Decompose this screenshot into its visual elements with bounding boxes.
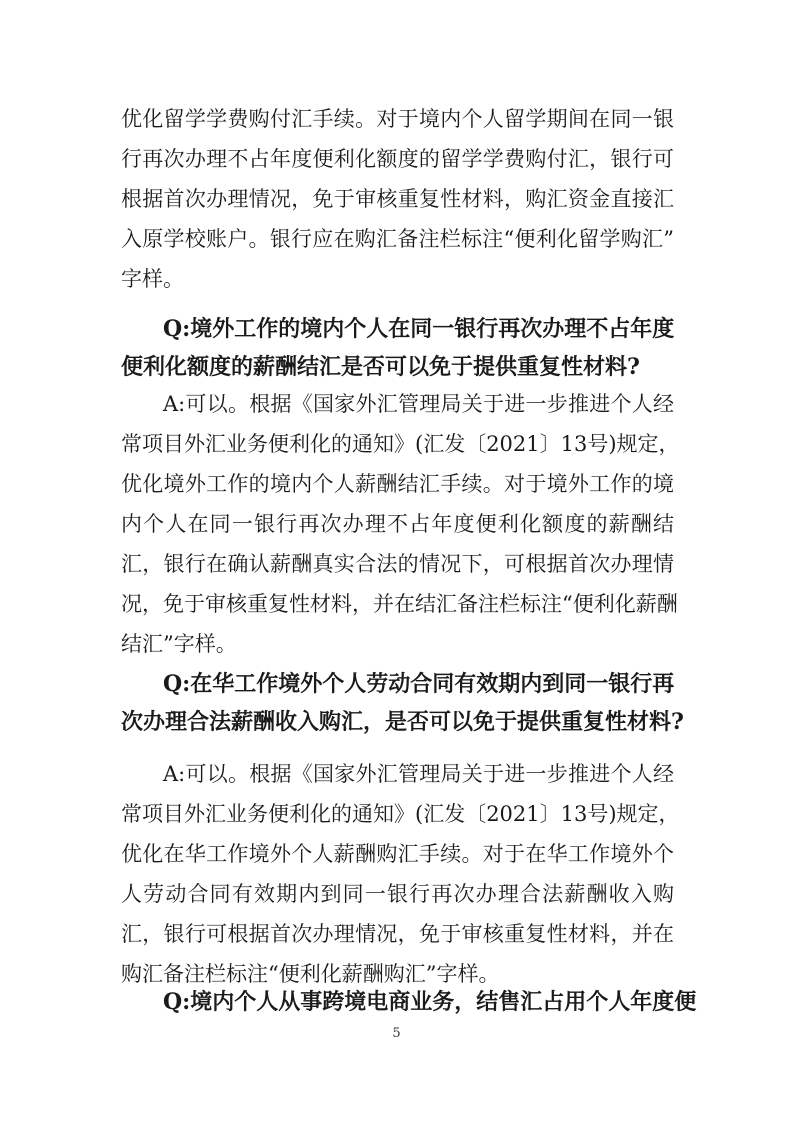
answer-line: 汇，银行可根据首次办理情况，免于审核重复性材料，并在: [121, 922, 674, 946]
paragraph-line: 入原学校账户。银行应在购汇备注栏标注“便利化留学购汇”: [121, 227, 674, 251]
answer-line: 优化境外工作的境内个人薪酬结汇手续。对于境外工作的境: [121, 472, 674, 496]
answer-line: 常项目外汇业务便利化的通知》(汇发〔2021〕13号)规定，: [121, 432, 680, 456]
answer-line: 优化在华工作境外个人薪酬购汇手续。对于在华工作境外个: [121, 842, 674, 866]
question-heading: 便利化额度的薪酬结汇是否可以免于提供重复性材料?: [121, 354, 640, 380]
page-number: 5: [392, 1026, 401, 1041]
answer-line: 人劳动合同有效期内到同一银行再次办理合法薪酬收入购: [121, 882, 674, 906]
answer-line: 汇，银行在确认薪酬真实合法的情况下，可根据首次办理情: [121, 552, 674, 576]
question-heading: Q:在华工作境外个人劳动合同有效期内到同一银行再: [163, 671, 675, 697]
question-heading: Q:境外工作的境内个人在同一银行再次办理不占年度: [163, 316, 675, 342]
question-heading: 次办理合法薪酬收入购汇，是否可以免于提供重复性材料?: [121, 709, 684, 735]
answer-line: A:可以。根据《国家外汇管理局关于进一步推进个人经: [163, 762, 674, 786]
paragraph-line: 字样。: [121, 267, 184, 291]
question-heading: Q:境内个人从事跨境电商业务，结售汇占用个人年度便: [163, 989, 697, 1015]
paragraph-line: 优化留学学费购付汇手续。对于境内个人留学期间在同一银: [121, 107, 674, 131]
answer-line: 况，免于审核重复性材料，并在结汇备注栏标注“便利化薪酬: [121, 592, 678, 616]
paragraph-line: 根据首次办理情况，免于审核重复性材料，购汇资金直接汇: [121, 187, 674, 211]
paragraph-line: 行再次办理不占年度便利化额度的留学学费购付汇，银行可: [121, 147, 674, 171]
answer-line: A:可以。根据《国家外汇管理局关于进一步推进个人经: [163, 392, 674, 416]
answer-line: 购汇备注栏标注“便利化薪酬购汇”字样。: [121, 962, 500, 986]
answer-line: 内个人在同一银行再次办理不占年度便利化额度的薪酬结: [121, 512, 674, 536]
answer-line: 结汇”字样。: [121, 632, 237, 656]
answer-line: 常项目外汇业务便利化的通知》(汇发〔2021〕13号)规定，: [121, 802, 680, 826]
